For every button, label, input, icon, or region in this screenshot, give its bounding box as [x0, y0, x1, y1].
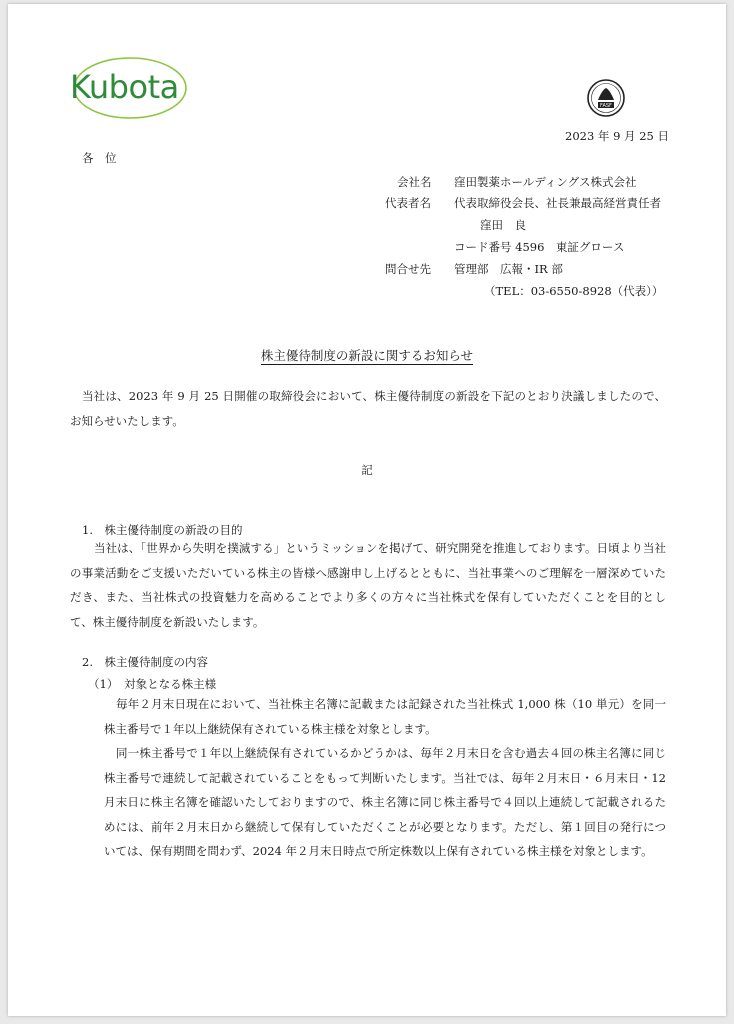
- company-label: 会社名: [397, 175, 432, 189]
- contact-department: 管理部 広報・IR 部: [454, 262, 563, 276]
- kubota-logo: [70, 54, 190, 124]
- document-title-text: 株主優待制度の新設に関するお知らせ: [260, 348, 474, 363]
- document-title: [8, 346, 726, 364]
- rep-title: 代表取締役会長、社長兼最高経営責任者: [454, 196, 661, 210]
- section2-body2: 同一株主番号で１年以上継続保有されているかどうかは、毎年２月末日を含む過去４回の株主名簿に同じ株主番号で連続して記載されていることをもって判断いたします。当社では、毎年２月末日・６月末日・12 月末日に株主名簿を確認いたしておりますので、株主名簿に同じ株主番号で４回以上連続して記載されるためには、前年２月末日から継続して保有していただくことが必要となります。ただし、第１回目の発行については、保有期間を問わず、2024 年２月末日時点で所定株数以上保有されている株主様を対象とします。: [104, 746, 666, 858]
- svg-text:FASF: FASF: [600, 103, 612, 109]
- fasf-seal-icon: [586, 78, 626, 118]
- rep-name: 窪田 良: [480, 218, 526, 232]
- document-date: 2023 年 9 月 25 日: [565, 129, 669, 143]
- rep-label: 代表者名: [385, 196, 431, 210]
- section2-subheading: （1） 対象となる株主様: [88, 677, 217, 691]
- stock-code: コード番号 4596 東証グロース: [454, 240, 625, 254]
- section1-body: 当社は、「世界から失明を撲滅する」というミッションを掲げて、研究開発を推進しております。日頃より当社の事業活動をご支援いただいている株主の皆様へ感謝申し上げるとともに、当社事業へのご理解を一層深めていただき、また、当社株式の投資魅力を高めることでより多くの方々に当社株式を保有していただくことを目的として、株主優待制度を新設いたします。: [70, 541, 666, 629]
- section1-heading: 1. 株主優待制度の新設の目的: [82, 523, 243, 537]
- document-page: [8, 4, 726, 1016]
- company-value: 窪田製薬ホールディングス株式会社: [454, 175, 637, 189]
- ki-marker: 記: [361, 463, 373, 477]
- contact-phone: （TEL：03-6550-8928（代表））: [484, 284, 664, 298]
- section2-body1: 毎年２月末日現在において、当社株主名簿に記載または記録された当社株式 1,000 株（10 単元）を同一株主番号で１年以上継続保有されている株主様を対象とします。: [104, 697, 666, 736]
- intro-paragraph: 当社は、2023 年 9 月 25 日開催の取締役会において、株主優待制度の新設を下記のとおり決議しましたので、お知らせいたします。: [70, 389, 666, 428]
- addressee: 各 位: [82, 151, 117, 165]
- section2-heading: 2. 株主優待制度の内容: [82, 655, 208, 669]
- contact-label: 問合せ先: [385, 262, 431, 276]
- logo-text: Kubota: [70, 68, 179, 106]
